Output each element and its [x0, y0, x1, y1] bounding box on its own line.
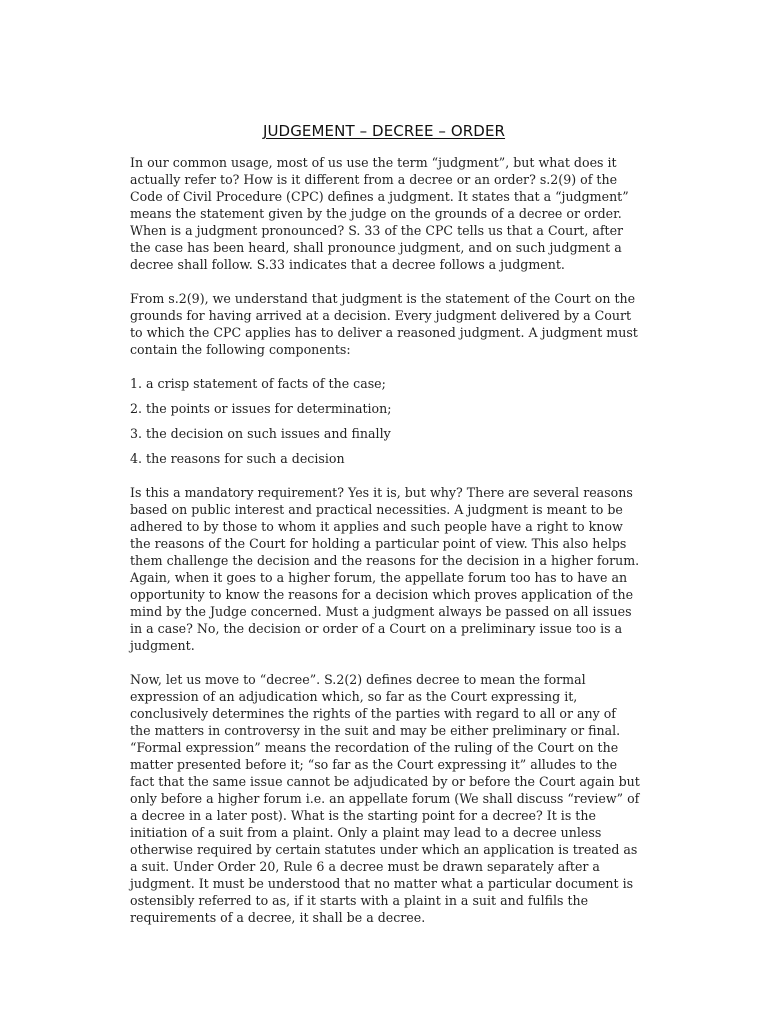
paragraph-decree: Now, let us move to “decree”. S.2(2) defines decree to mean the formal expression of an adjudication which, so far as the Court expressing it, conclusively determines the rights of the parties with regard to all or any of the matters in controversy in the suit and may be either preliminary or final. “Formal expression” means the recordation of the ruling of the Court on the matter presented before it; “so far as the Court expressing it” alludes to the fact that the same issue cannot be adjudicated by or before the Court again but only before a higher forum i.e. an appellate forum (We shall discuss “review” of a decree in a later post). What is the starting point for a decree? It is the initiation of a suit from a plaint. Only a plaint may lead to a decree unless otherwise required by certain statutes under which an application is treated as a suit. Under Order 20, Rule 6 a decree must be drawn separately after a judgment. It must be understood that no matter what a particular document is ostensibly referred to as, if it starts with a plaint in a suit and fulfils the requirements of a decree, it shall be a decree. [130, 672, 640, 925]
document-title: JUDGEMENT – DECREE – ORDER [262, 122, 506, 140]
list-item: 2. the points or issues for determination; [130, 401, 392, 416]
components-list [130, 375, 640, 467]
list-item: 3. the decision on such issues and finally [130, 426, 391, 441]
paragraph-intro: In our common usage, most of us use the term “judgment”, but what does it actually refer to? How is it different from a decree or an order? s.2(9) of the Code of Civil Procedure (CPC) defines a judgment. It states that a “judgment” means the statement given by the judge on the grounds of a decree or order. When is a judgment pronounced? S. 33 of the CPC tells us that a Court, after the case has been heard, shall pronounce judgment, and on such judgment a decree shall follow. S.33 indicates that a decree follows a judgment. [130, 155, 629, 272]
paragraph-mandatory-requirement: Is this a mandatory requirement? Yes it is, but why? There are several reasons based on public interest and practical necessities. A judgment is meant to be adhered to by those to whom it applies and such people have a right to know the reasons of the Court for holding a particular point of view. This also helps them challenge the decision and the reasons for the decision in a higher forum. Again, when it goes to a higher forum, the appellate forum too has to have an opportunity to know the reasons for a decision which proves application of the mind by the Judge concerned. Must a judgment always be passed on all issues in a case? No, the decision or order of a Court on a preliminary issue too is a judgment. [130, 485, 640, 653]
document-body [130, 154, 640, 943]
list-item: 4. the reasons for such a decision [130, 451, 345, 466]
paragraph-judgment-definition: From s.2(9), we understand that judgment is the statement of the Court on the grounds for having arrived at a decision. Every judgment delivered by a Court to which the CPC applies has to deliver a reasoned judgment. A judgment must contain the following components: [130, 291, 638, 357]
list-item: 1. a crisp statement of facts of the case; [130, 376, 386, 391]
